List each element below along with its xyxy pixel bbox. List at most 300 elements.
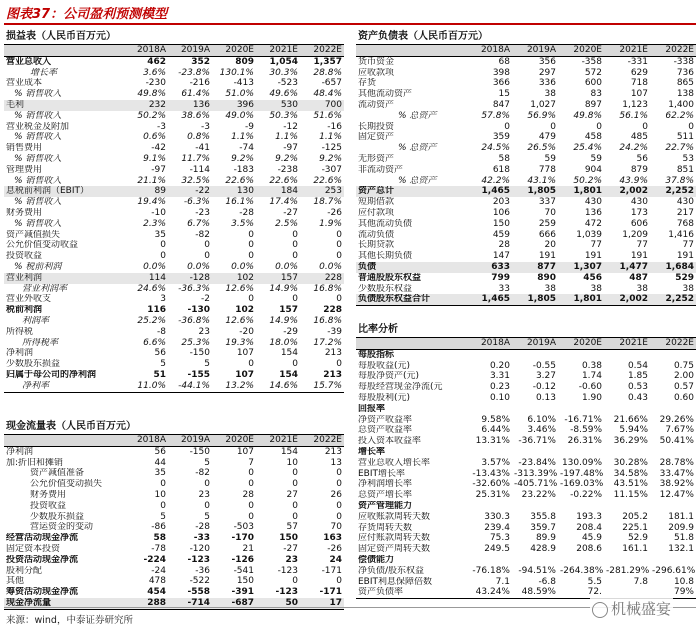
cell-value: -281.29% xyxy=(606,565,650,576)
cell-value: 430 xyxy=(676,197,694,208)
cell-value: -657 xyxy=(321,78,342,89)
cell-value: 1,027 xyxy=(530,99,556,110)
cell-value: 11.0% xyxy=(124,381,168,392)
balance-row xyxy=(356,78,696,89)
cell-value: 5.94% xyxy=(619,425,648,436)
cell-value: 355.8 xyxy=(530,511,556,522)
cell-value: 5.5 xyxy=(587,576,602,587)
balance-row xyxy=(356,186,696,197)
year-header: 2019A xyxy=(168,45,212,57)
ratios-row xyxy=(356,393,696,404)
income-row xyxy=(4,284,344,295)
cash-flow-panel xyxy=(4,420,344,610)
cell-value: 288 xyxy=(124,598,168,609)
cell-value: 77 xyxy=(590,240,602,251)
cell-value: -97 xyxy=(283,143,298,154)
cell-value: 0 xyxy=(204,240,210,251)
cell-value xyxy=(466,555,512,566)
row-label: 普通股股东权益 xyxy=(358,272,422,283)
cell-value: 58 xyxy=(498,153,510,164)
cell-value: 22.6% xyxy=(269,175,298,186)
balance-row xyxy=(356,230,696,241)
row-label: 回报率 xyxy=(358,403,386,414)
row-label: 固定资本投资 xyxy=(6,543,61,554)
income-row xyxy=(4,219,344,230)
cell-value: 154 xyxy=(280,446,298,457)
cell-value: 7.8 xyxy=(633,576,648,587)
cell-value: 27 xyxy=(286,489,298,500)
cell-value: 83 xyxy=(590,89,602,100)
cell-value: 161.1 xyxy=(622,544,648,555)
cell-value: -523 xyxy=(277,78,298,89)
balance-sheet-title: 资产负债表（人民币百万元） xyxy=(358,31,488,42)
cell-value: 77 xyxy=(636,240,648,251)
year-header: 2020E xyxy=(212,435,256,447)
cell-value: -150 xyxy=(189,446,210,457)
row-label: 每股净资产(元) xyxy=(358,371,420,382)
row-label: 税前利润 xyxy=(6,305,43,316)
balance-sheet-panel xyxy=(356,30,696,306)
cell-value: -20 xyxy=(239,326,254,337)
cell-value: 0 xyxy=(336,479,342,490)
cell-value: 398 xyxy=(492,67,510,78)
row-label: 投资活动现金净流 xyxy=(6,554,79,565)
cell-value xyxy=(558,501,604,512)
cell-value: 232 xyxy=(124,100,168,111)
cell-value: 70 xyxy=(330,522,342,533)
cell-value: 75.3 xyxy=(489,533,510,544)
cell-value: 0.0% xyxy=(231,261,254,272)
row-label: % 总资产 xyxy=(398,110,437,121)
ratios-row xyxy=(356,587,696,598)
cell-value: 0.6% xyxy=(143,132,166,143)
cell-value: 7.1 xyxy=(495,576,510,587)
income-row xyxy=(4,143,344,154)
cell-value: 396 xyxy=(212,100,256,111)
cell-value: 68 xyxy=(498,56,510,67)
cell-value: 20 xyxy=(544,240,556,251)
cell-value xyxy=(558,447,604,458)
row-label: % 销售收入 xyxy=(14,197,62,208)
year-header: 2018A xyxy=(124,45,168,57)
cell-value: 1,805 xyxy=(512,294,558,305)
balance-row xyxy=(356,154,696,165)
cell-value: -16.71% xyxy=(564,414,602,425)
cell-value: 0.20 xyxy=(489,360,510,371)
cell-value: 58 xyxy=(153,533,166,544)
cell-value: 249.5 xyxy=(484,544,510,555)
income-row xyxy=(4,348,344,359)
cell-value: 5 xyxy=(160,511,166,522)
cell-value: 0 xyxy=(642,121,648,132)
row-label: 股利分配 xyxy=(6,565,43,576)
cell-value: -150 xyxy=(189,348,210,359)
balance-row xyxy=(356,56,696,67)
cell-value: -39 xyxy=(327,326,342,337)
row-label: 其他流动资产 xyxy=(358,89,413,100)
row-label: 净负债/股东权益 xyxy=(358,565,425,576)
cell-value: 0.0% xyxy=(275,261,298,272)
cell-value: 107 xyxy=(236,446,254,457)
cell-value: 14.6% xyxy=(256,381,300,392)
cell-value: -197.48% xyxy=(560,468,604,479)
row-label: 存货周转天数 xyxy=(358,522,413,533)
income-row xyxy=(4,122,344,133)
cell-value: 359.7 xyxy=(530,522,556,533)
cell-value: 1.74 xyxy=(581,371,602,382)
cell-value: 150 xyxy=(236,576,254,587)
cell-value: -33 xyxy=(193,533,210,544)
cell-value: 18.0% xyxy=(269,337,298,348)
cell-value: 163 xyxy=(323,533,342,544)
cell-value: 30.28% xyxy=(613,457,648,468)
balance-row xyxy=(356,100,696,111)
cell-value: 24.5% xyxy=(481,143,510,154)
cell-value: 0 xyxy=(248,229,254,240)
cash-flow-title: 现金流量表（人民币百万元） xyxy=(6,421,136,432)
cashflow-row xyxy=(4,555,344,566)
balance-row xyxy=(356,284,696,295)
cell-value: -10 xyxy=(151,207,166,218)
cell-value: 10 xyxy=(286,457,298,468)
cell-value xyxy=(604,349,650,360)
cell-value xyxy=(650,501,696,512)
balance-row xyxy=(356,240,696,251)
cell-value: -0.55 xyxy=(532,360,556,371)
cell-value: 57.8% xyxy=(481,110,510,121)
income-row xyxy=(4,78,344,89)
cell-value: 130.09% xyxy=(561,457,602,468)
cell-value xyxy=(466,447,512,458)
cell-value: 56.1% xyxy=(619,110,648,121)
cell-value xyxy=(604,555,650,566)
ratios-row xyxy=(356,544,696,555)
cell-value: 150 xyxy=(492,218,510,229)
cell-value: 51.8 xyxy=(673,533,694,544)
income-row xyxy=(4,327,344,338)
cell-value xyxy=(604,404,650,415)
cell-value: 191 xyxy=(538,251,556,262)
cell-value: 1,465 xyxy=(466,186,512,197)
cell-value: 24.2% xyxy=(619,143,648,154)
cell-value: 336 xyxy=(538,78,556,89)
cell-value: 0 xyxy=(160,240,166,251)
cell-value: 14.9% xyxy=(269,315,298,326)
cell-value: -126 xyxy=(231,554,254,565)
year-header: 2020E xyxy=(212,45,256,57)
cell-value: 330.3 xyxy=(484,511,510,522)
row-label: 流动资产 xyxy=(358,99,395,110)
cell-value: 147 xyxy=(492,251,510,262)
cell-value: 259 xyxy=(538,218,556,229)
cell-value: -0.12 xyxy=(532,382,556,393)
cell-value: 213 xyxy=(323,369,342,380)
cell-value: 150 xyxy=(279,533,298,544)
cell-value: 37.8% xyxy=(665,175,694,186)
cell-value: 49.8% xyxy=(137,89,166,100)
row-label: 公允价值变动损失 xyxy=(30,479,103,490)
cashflow-row xyxy=(4,468,344,479)
cell-value: 38 xyxy=(636,283,648,294)
cell-value: 9.58% xyxy=(481,414,510,425)
row-label: 所得税 xyxy=(6,326,34,337)
cell-value: -32.60% xyxy=(472,479,510,490)
row-label: 财务费用 xyxy=(6,207,43,218)
cell-value: 77 xyxy=(682,240,694,251)
cell-value: 1.85 xyxy=(627,371,648,382)
ratios-row xyxy=(356,469,696,480)
year-header: 2021E xyxy=(256,45,300,57)
row-label: EBIT利息保障倍数 xyxy=(358,576,433,587)
cell-value: -114 xyxy=(189,164,210,175)
cashflow-row xyxy=(4,479,344,490)
ratios-row xyxy=(356,404,696,415)
cell-value xyxy=(604,501,650,512)
cell-value: 36.29% xyxy=(613,436,648,447)
row-label: 总资产增长率 xyxy=(358,490,413,501)
income-row xyxy=(4,370,344,381)
cell-value xyxy=(558,555,604,566)
row-label: 货币资金 xyxy=(358,56,395,67)
cell-value: 2.3% xyxy=(143,218,166,229)
cell-value: 13.2% xyxy=(212,381,256,392)
income-row xyxy=(4,294,344,305)
income-row xyxy=(4,262,344,273)
row-label: 资产减值损失 xyxy=(6,229,61,240)
cell-value xyxy=(512,501,558,512)
row-label: 净利润 xyxy=(6,446,34,457)
cell-value: -27 xyxy=(283,543,298,554)
cell-value: 0 xyxy=(336,240,342,251)
cell-value: 3.57% xyxy=(481,457,510,468)
cell-value: 28.8% xyxy=(313,67,342,78)
cell-value: -36.71% xyxy=(518,436,556,447)
cell-value: 485 xyxy=(630,132,648,143)
cell-value: 18.7% xyxy=(313,197,342,208)
cell-value: 297 xyxy=(538,67,556,78)
wechat-icon xyxy=(592,602,608,618)
cell-value: 16.1% xyxy=(225,197,254,208)
cell-value: 107 xyxy=(235,369,254,380)
cell-value: 0 xyxy=(504,121,510,132)
cell-value xyxy=(466,404,512,415)
cell-value: -82 xyxy=(195,468,210,479)
cell-value: 337 xyxy=(538,197,556,208)
cell-value: 32.5% xyxy=(181,175,210,186)
row-label: 息税前利润（EBIT） xyxy=(4,186,124,197)
cell-value: 114 xyxy=(124,273,168,284)
cell-value: 24.6% xyxy=(137,283,166,294)
cell-value: -224 xyxy=(143,554,166,565)
cell-value xyxy=(512,555,558,566)
cell-value: 0 xyxy=(596,121,602,132)
cell-value: 193.3 xyxy=(576,511,602,522)
cell-value: -714 xyxy=(168,598,212,609)
cell-value: 1,054 xyxy=(269,56,298,67)
cell-value: 13 xyxy=(330,457,342,468)
cell-value: 904 xyxy=(584,164,602,175)
row-label: 少数股东损益 xyxy=(6,359,61,370)
cell-value: 700 xyxy=(300,100,344,111)
row-label: 资产减值准备 xyxy=(30,468,85,479)
cell-value: 102 xyxy=(212,273,256,284)
cell-value: -6.8 xyxy=(538,576,556,587)
cell-value: 1,400 xyxy=(668,99,694,110)
year-header: 2018A xyxy=(124,435,168,447)
row-label: 偿债能力 xyxy=(358,554,395,565)
source-note: 来源：wind，中泰证券研究所 xyxy=(6,615,133,626)
cell-value: 5 xyxy=(204,457,210,468)
cell-value: 253 xyxy=(300,186,344,197)
cell-value xyxy=(512,349,558,360)
cell-value: 38 xyxy=(590,283,602,294)
cell-value: -264.38% xyxy=(560,565,604,576)
row-label: 少数股东损益 xyxy=(30,511,85,522)
cell-value: 38 xyxy=(544,89,556,100)
balance-row xyxy=(356,132,696,143)
cell-value: 0 xyxy=(248,294,254,305)
row-label: 固定资产周转天数 xyxy=(358,544,431,555)
income-row xyxy=(4,230,344,241)
cell-value: 633 xyxy=(466,262,512,273)
balance-row xyxy=(356,219,696,230)
income-row xyxy=(4,273,344,284)
cell-value: -216 xyxy=(189,78,210,89)
cell-value: 0 xyxy=(248,468,254,479)
income-header-row xyxy=(4,45,344,57)
cell-value: 1,357 xyxy=(313,56,342,67)
row-label: 营业利润率 xyxy=(22,283,68,294)
cell-value: 26.5% xyxy=(527,143,556,154)
cell-value: 0 xyxy=(204,479,210,490)
cell-value: -8.59% xyxy=(570,425,602,436)
cell-value: 1,039 xyxy=(576,229,602,240)
cell-value: 56 xyxy=(154,348,166,359)
year-header: 2021E xyxy=(604,45,650,57)
cell-value: 49.0% xyxy=(225,110,254,121)
cell-value: 154 xyxy=(280,348,298,359)
cell-value: 10.8 xyxy=(673,576,694,587)
year-header: 2019A xyxy=(512,45,558,57)
cell-value: 21.1% xyxy=(137,175,166,186)
cell-value: 209.9 xyxy=(668,522,694,533)
cell-value: 10 xyxy=(154,489,166,500)
row-label: % 销售收入 xyxy=(14,110,62,121)
cell-value: 1,209 xyxy=(622,229,648,240)
cell-value: -128 xyxy=(168,273,212,284)
cell-value xyxy=(512,447,558,458)
cell-value: 38.92% xyxy=(659,479,694,490)
cell-value: -125 xyxy=(321,143,342,154)
row-label: % 销售收入 xyxy=(14,89,62,100)
cell-value: -26 xyxy=(327,207,342,218)
cell-value: 0.43 xyxy=(627,392,648,403)
income-row xyxy=(4,111,344,122)
cell-value: -76.18% xyxy=(472,565,510,576)
row-label: EBIT增长率 xyxy=(358,468,406,479)
cell-value: 56.9% xyxy=(527,110,556,121)
row-label: 筹资活动现金净流 xyxy=(6,587,79,598)
cell-value: 6.7% xyxy=(187,218,210,229)
cell-value: 666 xyxy=(538,229,556,240)
row-label: 营业利润 xyxy=(4,273,124,284)
cell-value: 2,002 xyxy=(604,294,650,305)
cell-value: 16.8% xyxy=(313,283,342,294)
cell-value: -44.1% xyxy=(168,381,212,392)
ratio-analysis-table xyxy=(356,337,696,599)
cell-value: -36.8% xyxy=(178,315,210,326)
row-label: 销售费用 xyxy=(6,143,43,154)
cell-value: 879 xyxy=(630,164,648,175)
cell-value: 0 xyxy=(292,511,298,522)
ratio-analysis-panel xyxy=(356,323,696,599)
balance-row xyxy=(356,294,696,305)
year-header: 2019A xyxy=(512,338,558,350)
row-label: 营运资金的变动 xyxy=(30,522,94,533)
cell-value: 0 xyxy=(248,479,254,490)
cell-value xyxy=(650,404,696,415)
cell-value xyxy=(558,349,604,360)
cell-value: 130 xyxy=(212,186,256,197)
cell-value: -41 xyxy=(195,143,210,154)
cell-value: 53 xyxy=(682,153,694,164)
cell-value: 191 xyxy=(676,251,694,262)
cell-value: 136 xyxy=(584,207,602,218)
cell-value: -82 xyxy=(195,229,210,240)
income-row xyxy=(4,176,344,187)
cell-value: 208.4 xyxy=(576,522,602,533)
cell-value: -97 xyxy=(151,164,166,175)
cell-value: 205.2 xyxy=(622,511,648,522)
cell-value: -155 xyxy=(187,369,210,380)
row-label: 非流动资产 xyxy=(358,164,404,175)
cell-value: 116 xyxy=(147,305,166,316)
cell-value: 24 xyxy=(329,554,342,565)
cell-value: -26 xyxy=(327,543,342,554)
cell-value: 0 xyxy=(292,359,298,370)
cash-header-row xyxy=(4,435,344,447)
row-label: 营业总收入增长率 xyxy=(358,457,431,468)
row-label: 增长率 xyxy=(30,67,58,78)
cell-value: 157 xyxy=(256,273,300,284)
cell-value: -23.8% xyxy=(178,67,210,78)
row-label: 净资产收益率 xyxy=(358,414,413,425)
balance-row xyxy=(356,89,696,100)
cell-value: 26 xyxy=(330,489,342,500)
cell-value: 51 xyxy=(153,369,166,380)
cell-value: 1,416 xyxy=(668,229,694,240)
cell-value: 25.3% xyxy=(181,337,210,348)
ratios-row xyxy=(356,512,696,523)
cell-value: -86 xyxy=(151,522,166,533)
cell-value: 9.2% xyxy=(319,153,342,164)
year-header: 2022E xyxy=(300,45,344,57)
cell-value: -0.60 xyxy=(578,382,602,393)
ratios-row xyxy=(356,349,696,360)
cell-value: 0 xyxy=(292,500,298,511)
row-label: 毛利 xyxy=(4,100,124,111)
cell-value: 1,684 xyxy=(650,262,696,273)
cell-value: 366 xyxy=(492,78,510,89)
row-label: 流动负债 xyxy=(358,229,395,240)
cell-value: 479 xyxy=(538,132,556,143)
income-row xyxy=(4,359,344,370)
cell-value: 42.2% xyxy=(481,175,510,186)
cell-value xyxy=(512,404,558,415)
cell-value: 5 xyxy=(160,359,166,370)
cell-value: 1,801 xyxy=(558,186,604,197)
year-header: 2022E xyxy=(650,45,696,57)
